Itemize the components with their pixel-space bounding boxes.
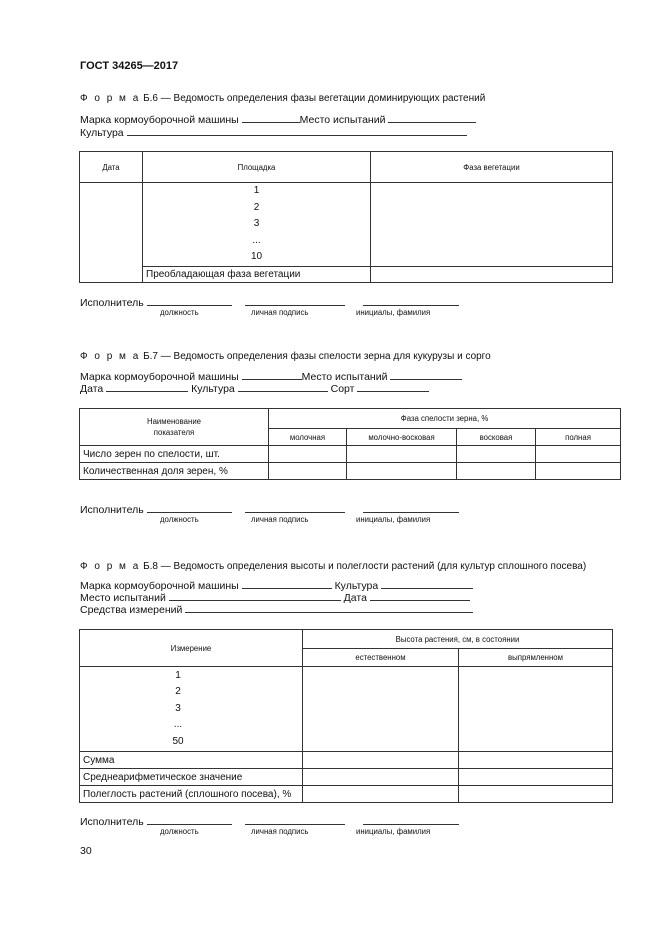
form8-measure-item: 1 <box>175 669 181 681</box>
form8-place-label: Место испытаний <box>80 592 166 604</box>
executor-label: Исполнитель <box>80 297 144 309</box>
signature-blank[interactable] <box>245 503 345 513</box>
form6-col-plot: Площадка <box>143 152 371 183</box>
form8-measure-item: 2 <box>175 686 181 698</box>
form8-row-label: Среднеарифметическое значение <box>80 769 303 786</box>
form7-value-cell[interactable] <box>347 446 457 463</box>
form7-value-cell[interactable] <box>536 446 621 463</box>
form8-value-cell[interactable] <box>303 769 459 786</box>
form7-machine-blank[interactable] <box>242 370 302 380</box>
form8-header-row <box>80 630 613 649</box>
form6-plot-item: 3 <box>253 218 260 230</box>
form7-col-name <box>80 409 269 446</box>
form6-body-row <box>80 183 613 267</box>
form7-subcol: молочная <box>269 429 347 446</box>
form8-measures-row <box>80 667 613 752</box>
signature-blank[interactable] <box>245 296 345 306</box>
form7-value-cell[interactable] <box>457 463 536 480</box>
form7-caption-word: Ф о р м а <box>80 351 141 362</box>
form8-measures-cell <box>80 667 303 752</box>
form6-plot-item: 10 <box>250 251 263 263</box>
form6-culture-blank[interactable] <box>127 126 467 136</box>
form8-subcol: естественном <box>303 649 459 667</box>
form8-col-measure: Измерение <box>80 630 303 667</box>
form6-machine-label: Марка кормоуборочной машины <box>80 114 239 126</box>
form8-machine-blank[interactable] <box>242 579 332 589</box>
initials-blank[interactable] <box>363 296 459 306</box>
position-caption: должность <box>160 827 199 836</box>
initials-caption: инициалы, фамилия <box>356 308 431 317</box>
form6-phase-cell[interactable] <box>371 183 613 267</box>
form8-measure-item: ... <box>173 719 183 731</box>
initials-caption: инициалы, фамилия <box>356 515 431 524</box>
form8-value-cell[interactable] <box>459 769 613 786</box>
form8-value-cell[interactable] <box>303 752 459 769</box>
form6-culture-label: Культура <box>80 127 124 139</box>
form8-value-cell[interactable] <box>303 786 459 803</box>
form7-value-cell[interactable] <box>457 446 536 463</box>
form8-table <box>79 629 613 803</box>
position-blank[interactable] <box>147 503 232 513</box>
form6-machine-blank[interactable] <box>242 113 300 123</box>
form6-plot-item: 1 <box>253 185 260 197</box>
form8-row-label: Полеглость растений (сплошного посева), % <box>80 786 303 803</box>
form8-machine-label: Марка кормоуборочной машины <box>80 580 239 592</box>
personal-signature-caption: личная подпись <box>251 827 309 836</box>
form8-means-label: Средства измерений <box>80 604 183 616</box>
form6-prevailing-label: Преобладающая фаза вегетации <box>143 267 371 283</box>
signature-blank[interactable] <box>245 815 345 825</box>
form7-subcol: полная <box>536 429 621 446</box>
form6-date-cell[interactable] <box>80 183 143 283</box>
form7-row-label: Количественная доля зерен, % <box>80 463 269 480</box>
form6-caption-text: Б.6 — Ведомость определения фазы вегетации доминирующих растений <box>143 93 486 104</box>
form8-subcol: выпрямленном <box>459 649 613 667</box>
form7-col-name-line-2: показателя <box>153 428 195 437</box>
executor-label: Исполнитель <box>80 504 144 516</box>
form8-caption-word: Ф о р м а <box>80 561 141 572</box>
form8-straightened-cell[interactable] <box>459 667 613 752</box>
form7-row-label: Число зерен по спелости, шт. <box>80 446 269 463</box>
form8-date-label: Дата <box>343 592 367 604</box>
form7-place-blank[interactable] <box>390 370 462 380</box>
form8-culture-blank[interactable] <box>381 579 473 589</box>
table-row <box>80 769 613 786</box>
form6-caption-word: Ф о р м а <box>80 93 141 104</box>
form7-place-label: Место испытаний <box>301 371 388 383</box>
table-row <box>80 752 613 769</box>
form7-caption <box>80 351 491 362</box>
page-number: 30 <box>80 845 92 857</box>
form6-caption <box>80 93 485 104</box>
form8-natural-cell[interactable] <box>303 667 459 752</box>
form8-value-cell[interactable] <box>459 752 613 769</box>
position-blank[interactable] <box>147 296 232 306</box>
form7-culture-blank[interactable] <box>238 382 328 392</box>
document-header: ГОСТ 34265—2017 <box>80 60 179 72</box>
form7-date-blank[interactable] <box>106 382 188 392</box>
personal-signature-caption: личная подпись <box>251 308 309 317</box>
form7-machine-label: Марка кормоуборочной машины <box>80 371 239 383</box>
form7-header-row <box>80 409 621 429</box>
form7-value-cell[interactable] <box>536 463 621 480</box>
position-blank[interactable] <box>147 815 232 825</box>
form6-field-line-2 <box>80 126 467 139</box>
initials-blank[interactable] <box>363 815 459 825</box>
form7-sort-label: Сорт <box>330 383 355 395</box>
position-caption: должность <box>160 515 199 524</box>
form7-col-name-line-1: Наименование <box>146 417 202 426</box>
form7-subcol: восковая <box>457 429 536 446</box>
form6-place-blank[interactable] <box>388 113 476 123</box>
table-row <box>80 463 621 480</box>
form6-table <box>79 151 613 283</box>
personal-signature-caption: личная подпись <box>251 515 309 524</box>
form6-plot-item: 2 <box>253 201 260 213</box>
form8-culture-label: Культура <box>334 580 379 592</box>
initials-blank[interactable] <box>363 503 459 513</box>
form6-place-label: Место испытаний <box>299 114 386 126</box>
form8-place-blank[interactable] <box>169 591 341 601</box>
form8-value-cell[interactable] <box>459 786 613 803</box>
form7-table <box>79 408 621 480</box>
table-row <box>80 786 613 803</box>
form7-col-phase: Фаза спелости зерна, % <box>269 409 621 429</box>
form7-sort-blank[interactable] <box>357 382 429 392</box>
initials-caption: инициалы, фамилия <box>356 827 431 836</box>
form7-value-cell[interactable] <box>269 446 347 463</box>
form8-col-height: Высота растения, см, в состоянии <box>303 630 613 649</box>
executor-label: Исполнитель <box>80 816 144 828</box>
form6-plot-item: ... <box>252 234 261 246</box>
form6-prevailing-row <box>80 267 613 283</box>
table-row <box>80 446 621 463</box>
form8-measure-item: 3 <box>175 702 181 714</box>
form7-field-line-2 <box>80 382 429 395</box>
form8-measure-item: 50 <box>172 735 184 747</box>
position-caption: должность <box>160 308 199 317</box>
form7-value-cell[interactable] <box>269 463 347 480</box>
form8-row-label: Сумма <box>80 752 303 769</box>
form8-caption <box>80 561 586 572</box>
form7-value-cell[interactable] <box>347 463 457 480</box>
form8-caption-text: Б.8 — Ведомость определения высоты и полеглости растений (для культур сплошного посева) <box>143 561 587 572</box>
form6-col-date: Дата <box>80 152 143 183</box>
form6-plots-cell <box>143 183 371 267</box>
form6-field-line-1 <box>80 113 476 126</box>
form8-means-blank[interactable] <box>185 603 473 613</box>
form6-prevailing-value[interactable] <box>371 267 613 283</box>
form7-subcol: молочно-восковая <box>347 429 457 446</box>
form8-date-blank[interactable] <box>370 591 470 601</box>
form6-header-row <box>80 152 613 183</box>
form7-caption-text: Б.7 — Ведомость определения фазы спелости зерна для кукурузы и сорго <box>143 351 491 362</box>
form8-field-line-3 <box>80 603 473 616</box>
form7-culture-label: Культура <box>191 383 235 395</box>
form6-col-phase: Фаза вегетации <box>371 152 613 183</box>
form7-date-label: Дата <box>80 383 104 395</box>
